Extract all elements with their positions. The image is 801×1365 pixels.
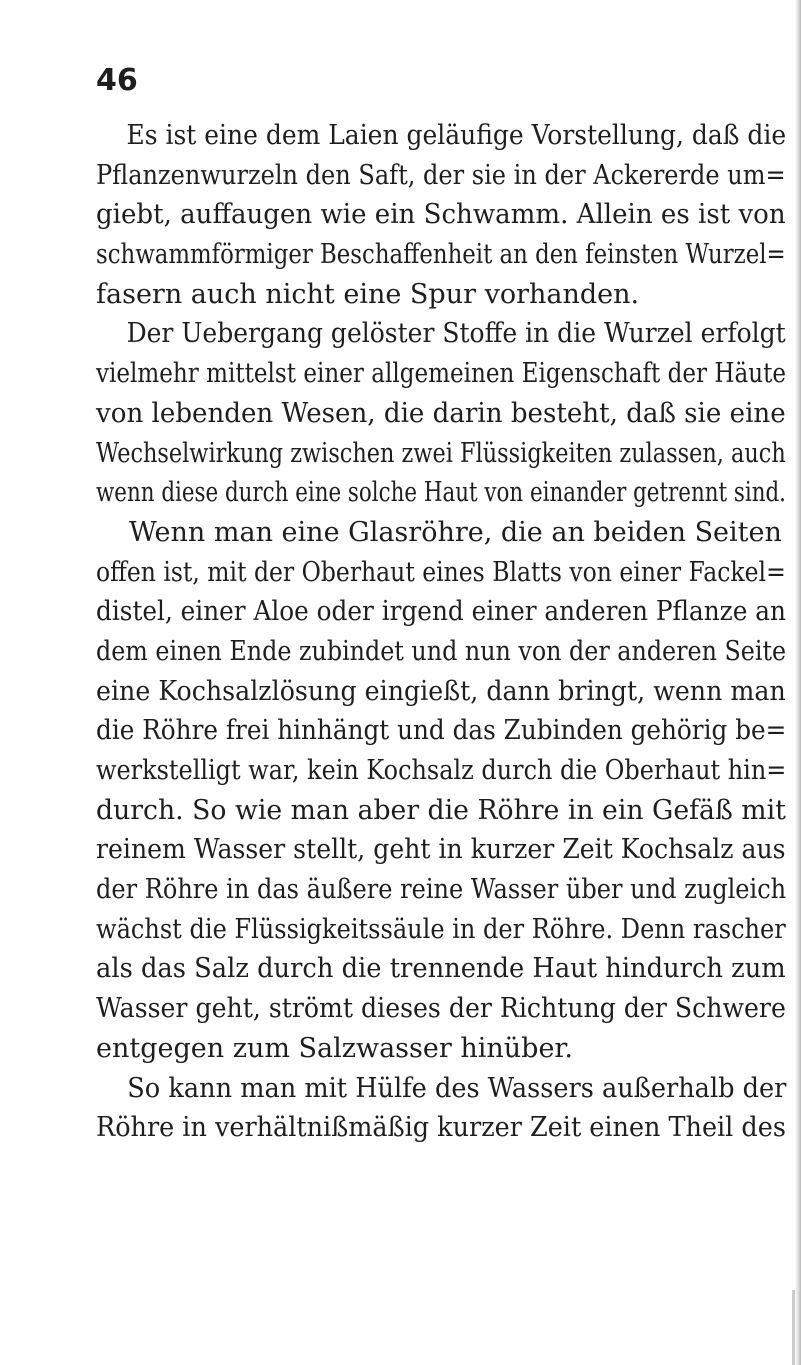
- text-line: schwammförmiger Beschaffenheit an den feinsten Wurzel=: [96, 239, 786, 271]
- text-line: die Röhre frei hinhängt und das Zubinden gehörig be=: [96, 715, 787, 747]
- text-line: So kann man mit Hülfe des Wassers außerhalb der: [127, 1072, 787, 1104]
- body-text: [96, 116, 796, 1148]
- text-line: der Röhre in das äußere reine Wasser über und zugleich: [96, 874, 787, 906]
- scan-edge: [795, 0, 801, 1365]
- text-line: dem einen Ende zubindet und nun von der anderen Seite: [96, 635, 787, 667]
- text-line: giebt, auffaugen wie ein Schwamm. Allein es ist von: [96, 199, 786, 231]
- text-line: Wasser geht, strömt dieses der Richtung der Schwere: [96, 993, 786, 1025]
- text-line: eine Kochsalzlösung eingießt, dann bringt, wenn man: [96, 675, 786, 707]
- text-line: vielmehr mittelst einer allgemeinen Eigenschaft der Häute: [96, 358, 787, 390]
- text-line: distel, einer Aloe oder irgend einer anderen Pflanze an: [96, 596, 786, 628]
- text-line: Der Uebergang gelöster Stoffe in die Wurzel erfolgt: [126, 318, 786, 350]
- text-line: von lebenden Wesen, die darin besteht, daß sie eine: [96, 397, 786, 429]
- text-line: Wechselwirkung zwischen zwei Flüssigkeiten zulassen, auch: [96, 437, 786, 469]
- text-line: Es ist eine dem Laien geläufige Vorstellung, daß die: [126, 120, 787, 151]
- text-line: reinem Wasser stellt, geht in kurzer Zeit Kochsalz aus: [96, 834, 786, 866]
- text-line: Röhre in verhältnißmäßig kurzer Zeit einen Theil des: [96, 1112, 786, 1144]
- text-line: Pflanzenwurzeln den Saft, der sie in der Ackererde um=: [96, 159, 786, 191]
- text-line: entgegen zum Salzwasser hinüber.: [96, 1032, 573, 1064]
- text-line: werkstelligt war, kein Kochsalz durch die Oberhaut hin=: [96, 755, 787, 786]
- text-line: als das Salz durch die trennende Haut hindurch zum: [96, 953, 786, 985]
- text-line: wenn diese durch eine solche Haut von einander getrennt sind.: [96, 477, 786, 509]
- scan-shadow: [792, 1290, 795, 1365]
- text-line: durch. So wie man aber die Röhre in ein Gefäß mit: [96, 794, 786, 826]
- text-line: wächst die Flüssigkeitssäule in der Röhre. Denn rascher: [96, 913, 786, 945]
- page-number: 46: [96, 63, 138, 98]
- text-line: fasern auch nicht eine Spur vorhanden.: [96, 278, 640, 310]
- text-line: Wenn man eine Glasröhre, die an beiden Seiten: [129, 516, 782, 548]
- text-line: offen ist, mit der Oberhaut eines Blatts von einer Fackel=: [96, 556, 786, 588]
